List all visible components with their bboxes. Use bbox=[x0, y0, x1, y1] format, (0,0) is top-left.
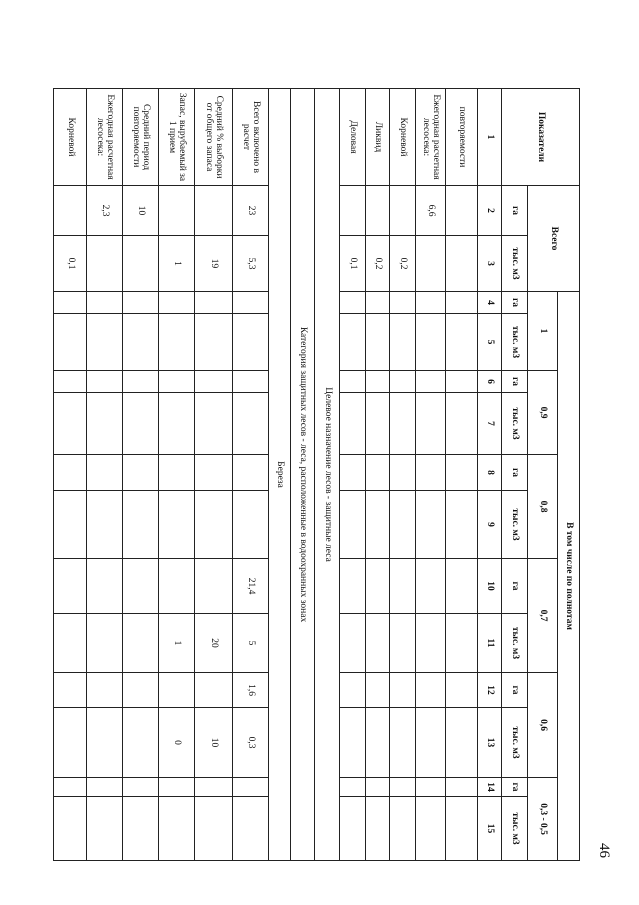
category-heading: Категория защитных лесов - леса, расположенные в водоохранных зонах bbox=[291, 89, 315, 861]
header-row-3 bbox=[502, 89, 528, 861]
unit-m3: тыс. м3 bbox=[502, 393, 528, 455]
cutting-area-table bbox=[53, 88, 580, 861]
row-label: Ежегодная расчетная лесосека: bbox=[87, 89, 123, 186]
density-1: 1 bbox=[528, 292, 558, 371]
table-row bbox=[123, 89, 159, 861]
cell-value: 5 bbox=[233, 614, 269, 673]
table-row bbox=[291, 89, 315, 861]
cell-value: 1 bbox=[159, 614, 195, 673]
table-row bbox=[87, 89, 123, 861]
cell-value: 0,1 bbox=[340, 236, 366, 292]
col-num: 6 bbox=[478, 371, 502, 393]
cell-value: 0,2 bbox=[366, 236, 390, 292]
density-0-7: 0,7 bbox=[528, 559, 558, 673]
col-num: 8 bbox=[478, 455, 502, 491]
cell-value: 0,2 bbox=[390, 236, 416, 292]
table-row bbox=[195, 89, 233, 861]
row-label: Ежегодная расчетная лесосека: bbox=[416, 89, 446, 186]
cell-value: 21,4 bbox=[233, 559, 269, 614]
cell-value: 20 bbox=[195, 614, 233, 673]
row-label: Средний период повторяемости bbox=[123, 89, 159, 186]
row-label: Корневой bbox=[390, 89, 416, 186]
cell-value: 10 bbox=[123, 186, 159, 236]
header-by-density: В том числе по полнотам bbox=[558, 292, 580, 861]
cell-value: 6,6 bbox=[416, 186, 446, 236]
purpose-heading: Целевое назначение лесов - защитные леса bbox=[315, 89, 340, 861]
col-num: 7 bbox=[478, 393, 502, 455]
header-indicators: Показатели bbox=[502, 89, 580, 186]
col-num: 3 bbox=[478, 236, 502, 292]
col-num: 5 bbox=[478, 314, 502, 371]
table-row bbox=[340, 89, 366, 861]
unit-m3: тыс. м3 bbox=[502, 708, 528, 778]
unit-m3: тыс. м3 bbox=[502, 236, 528, 292]
cell-value: 10 bbox=[195, 708, 233, 778]
col-num: 15 bbox=[478, 797, 502, 861]
unit-m3: тыс. м3 bbox=[502, 614, 528, 673]
cell-value: 0,3 bbox=[233, 708, 269, 778]
col-num: 2 bbox=[478, 186, 502, 236]
cell-value: 23 bbox=[233, 186, 269, 236]
row-label: повторяемости bbox=[446, 89, 478, 186]
table-row bbox=[446, 89, 478, 861]
unit-ha: га bbox=[502, 559, 528, 614]
unit-ha: га bbox=[502, 292, 528, 314]
cell-value: 0 bbox=[159, 708, 195, 778]
col-num: 1 bbox=[478, 89, 502, 186]
cell-value: 19 bbox=[195, 236, 233, 292]
unit-ha: га bbox=[502, 673, 528, 708]
row-label: Средний % выборки от общего запаса bbox=[195, 89, 233, 186]
header-total: Всего bbox=[528, 186, 580, 292]
page-number: 46 bbox=[596, 843, 612, 858]
cell-value: 0,1 bbox=[54, 236, 87, 292]
unit-ha: га bbox=[502, 455, 528, 491]
cell-value: 1 bbox=[159, 236, 195, 292]
unit-m3: тыс. м3 bbox=[502, 797, 528, 861]
species-heading: Береза bbox=[269, 89, 291, 861]
density-0-3-0-5: 0,3 - 0,5 bbox=[528, 778, 558, 861]
density-0-6: 0,6 bbox=[528, 673, 558, 778]
table-row bbox=[54, 89, 87, 861]
col-num: 11 bbox=[478, 614, 502, 673]
unit-m3: тыс. м3 bbox=[502, 491, 528, 559]
row-label: Ликвид bbox=[366, 89, 390, 186]
column-number-row bbox=[478, 89, 502, 861]
table-row bbox=[233, 89, 269, 861]
col-num: 10 bbox=[478, 559, 502, 614]
table-row bbox=[366, 89, 390, 861]
col-num: 12 bbox=[478, 673, 502, 708]
cell-value: 5,3 bbox=[233, 236, 269, 292]
table-row bbox=[315, 89, 340, 861]
table-row bbox=[159, 89, 195, 861]
table-row bbox=[390, 89, 416, 861]
row-label: Запас, вырубаемый за 1 прием bbox=[159, 89, 195, 186]
row-label: Корневой bbox=[54, 89, 87, 186]
table-row bbox=[269, 89, 291, 861]
row-label: Всего включено в расчет bbox=[233, 89, 269, 186]
rotated-table-page bbox=[65, 88, 580, 860]
col-num: 14 bbox=[478, 778, 502, 797]
density-0-8: 0,8 bbox=[528, 455, 558, 559]
cell-value: 2,3 bbox=[87, 186, 123, 236]
header-row-1 bbox=[558, 89, 580, 861]
unit-ha: га bbox=[502, 186, 528, 236]
unit-m3: тыс. м3 bbox=[502, 314, 528, 371]
cell-value: 1,6 bbox=[233, 673, 269, 708]
unit-ha: га bbox=[502, 778, 528, 797]
density-0-9: 0,9 bbox=[528, 371, 558, 455]
col-num: 13 bbox=[478, 708, 502, 778]
row-label: Деловая bbox=[340, 89, 366, 186]
table-row bbox=[416, 89, 446, 861]
col-num: 4 bbox=[478, 292, 502, 314]
col-num: 9 bbox=[478, 491, 502, 559]
unit-ha: га bbox=[502, 371, 528, 393]
